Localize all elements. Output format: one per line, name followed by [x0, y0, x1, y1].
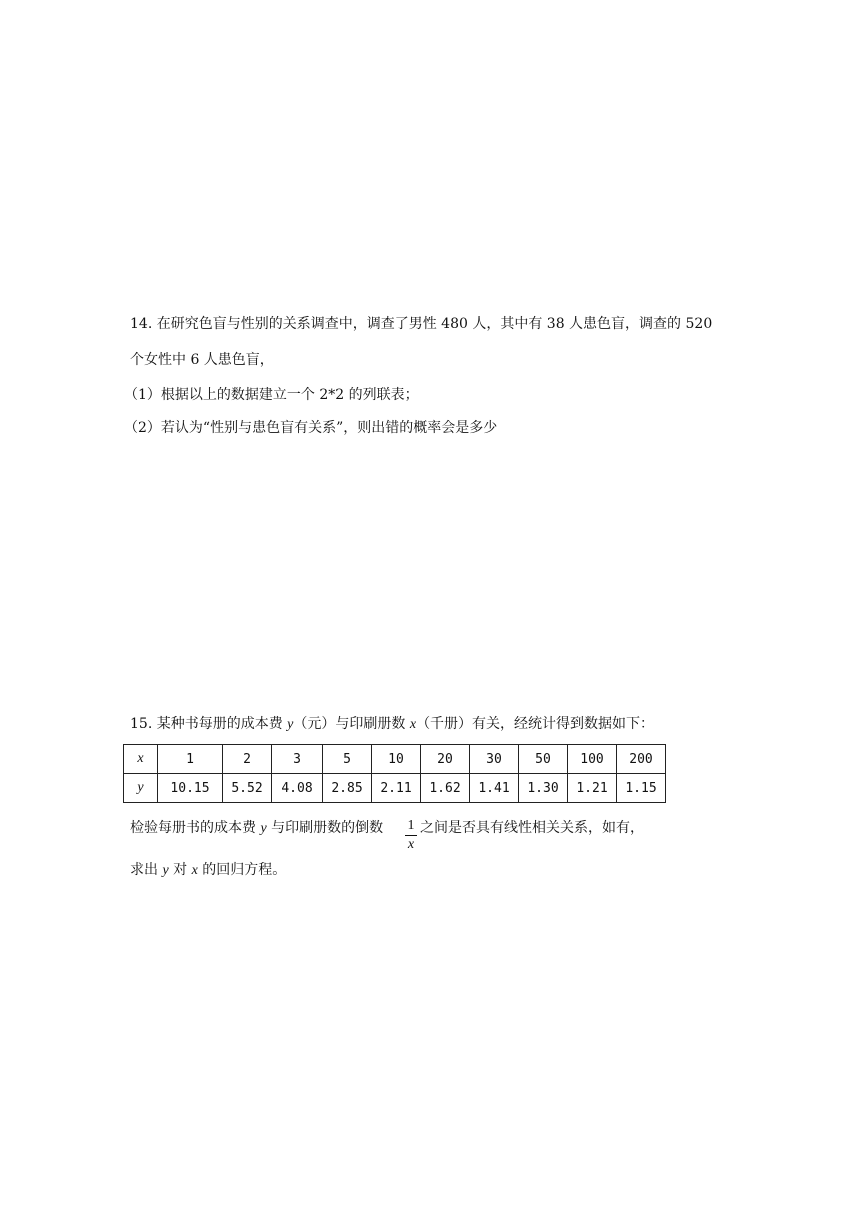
table-cell: 3	[272, 745, 323, 774]
question-text-a: 检验每册书的成本费	[130, 820, 261, 836]
table-cell: 2	[223, 745, 272, 774]
table-cell: 200	[617, 745, 666, 774]
question2-var-x: x	[191, 863, 198, 878]
table-cell: 2.85	[323, 774, 372, 803]
intro-var-x: x	[409, 717, 417, 732]
intro-text-c: （千册）有关，经统计得到数据如下：	[416, 716, 655, 732]
table-cell: 5	[323, 745, 372, 774]
question2-text-c: 的回归方程。	[197, 862, 287, 878]
table-cell: 10	[372, 745, 421, 774]
problem-15-question-line-2	[130, 860, 286, 881]
table-row-x	[124, 745, 666, 774]
problem-15-question-line-1-cont: 之间是否具有线性相关关系，如有，	[420, 820, 644, 836]
intro-text-a: 15. 某种书每册的成本费	[130, 716, 288, 732]
table-cell: 1.15	[617, 774, 666, 803]
intro-var-y: y	[287, 717, 294, 732]
table-cell: 1	[158, 745, 223, 774]
data-table	[123, 744, 666, 803]
table-cell: 2.11	[372, 774, 421, 803]
table-cell: 5.52	[223, 774, 272, 803]
question-text-b: 与印刷册数的倒数	[266, 820, 384, 836]
problem-14-part-1: （1）根据以上的数据建立一个 2*2 的列联表；	[124, 387, 419, 403]
table-cell: 4.08	[272, 774, 323, 803]
table-cell: 30	[470, 745, 519, 774]
problem-14-part-2: （2）若认为“性别与患色盲有关系”，则出错的概率会是多少	[124, 420, 498, 436]
table-cell: 1.41	[470, 774, 519, 803]
table-cell: 20	[421, 745, 470, 774]
table-cell: 50	[519, 745, 568, 774]
table-cell: 1.30	[519, 774, 568, 803]
fraction-bar	[405, 835, 417, 836]
question2-text-b: 对	[168, 862, 192, 878]
question2-text-a: 求出	[130, 862, 163, 878]
table-cell: 1.21	[568, 774, 617, 803]
table-cell: 100	[568, 745, 617, 774]
question2-var-y: y	[162, 863, 169, 878]
problem-14-line-1: 14. 在研究色盲与性别的关系调查中，调查了男性 480 人，其中有 38 人患色盲，调查的 520	[130, 316, 713, 332]
question-var-y: y	[260, 821, 267, 836]
problem-15-intro	[130, 714, 654, 735]
table-header-y: y	[124, 774, 158, 803]
problem-14-line-2: 个女性中 6 人患色盲，	[130, 352, 274, 368]
intro-text-b: （元）与印刷册数	[293, 716, 410, 732]
table-cell: 1.62	[421, 774, 470, 803]
problem-15-question-line-1	[130, 818, 383, 839]
table-row-y	[124, 774, 666, 803]
fraction-one-over-x	[405, 818, 417, 853]
fraction-denominator: x	[407, 837, 415, 852]
table-cell: 10.15	[158, 774, 223, 803]
fraction-numerator: 1	[407, 818, 415, 833]
table-header-x: x	[124, 745, 158, 774]
